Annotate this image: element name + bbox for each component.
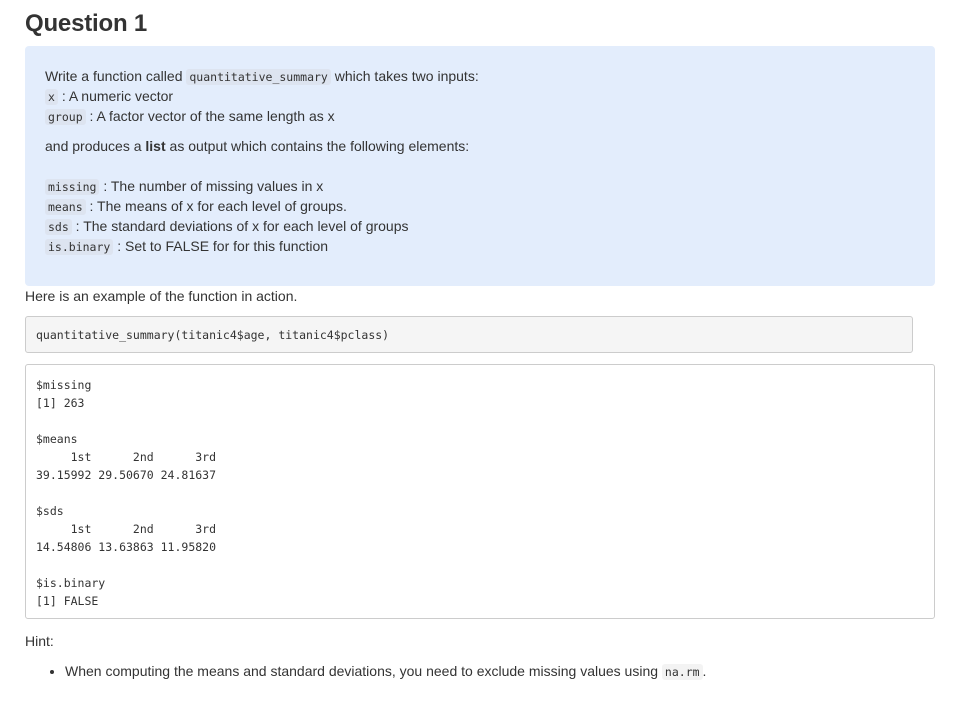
hint-code: na.rm <box>662 664 703 680</box>
element-item-means <box>45 196 915 216</box>
example-label: Here is an example of the function in action. <box>25 288 298 304</box>
produces-text-after: as output which contains the following elements: <box>165 138 470 154</box>
function-name-code: quantitative_summary <box>186 69 330 85</box>
element-item-sds <box>45 216 915 236</box>
element-desc: : Set to FALSE for for this function <box>113 238 329 254</box>
element-name: means <box>45 199 86 215</box>
hint-after: . <box>702 663 707 679</box>
intro-line <box>45 66 915 86</box>
input-desc: : A numeric vector <box>57 88 174 104</box>
intro-text-after: which takes two inputs: <box>330 68 479 84</box>
page-title: Question 1 <box>25 10 148 37</box>
intro-text-before: Write a function called <box>45 68 187 84</box>
element-name: sds <box>45 219 72 235</box>
produces-text-before: and produces a <box>45 138 146 154</box>
code-call-block[interactable]: quantitative_summary(titanic4$age, titanic4$pclass) <box>25 316 913 353</box>
input-item-group <box>45 106 915 126</box>
question-callout <box>25 46 935 286</box>
output-line: 14.54806 13.63863 11.95820 <box>36 540 223 554</box>
output-line: [1] 263 <box>36 396 85 410</box>
hint-item <box>65 661 935 682</box>
output-line: 39.15992 29.50670 24.81637 <box>36 468 223 482</box>
produces-bold: list <box>145 138 166 154</box>
output-line: $means <box>36 432 78 446</box>
input-name: x <box>45 89 58 105</box>
hint-label: Hint: <box>25 633 54 649</box>
element-desc: : The number of missing values in x <box>99 178 324 194</box>
element-item-is-binary <box>45 236 915 256</box>
input-name: group <box>45 109 86 125</box>
output-block[interactable] <box>25 364 935 619</box>
output-line: 1st 2nd 3rd <box>36 450 223 464</box>
element-name: missing <box>45 179 99 195</box>
output-line: [1] FALSE <box>36 594 99 608</box>
element-desc: : The standard deviations of x for each level of groups <box>71 218 409 234</box>
output-line: 1st 2nd 3rd <box>36 522 223 536</box>
output-line: $missing <box>36 378 92 392</box>
hint-text: When computing the means and standard deviations, you need to exclude missing values using <box>65 663 662 679</box>
input-item-x <box>45 86 915 106</box>
element-name: is.binary <box>45 239 113 255</box>
output-line: $is.binary <box>36 576 106 590</box>
produces-line <box>45 136 915 156</box>
element-desc: : The means of x for each level of groups. <box>85 198 347 214</box>
output-line: $sds <box>36 504 64 518</box>
hint-list <box>25 661 935 682</box>
input-desc: : A factor vector of the same length as x <box>85 108 335 124</box>
element-item-missing <box>45 176 915 196</box>
